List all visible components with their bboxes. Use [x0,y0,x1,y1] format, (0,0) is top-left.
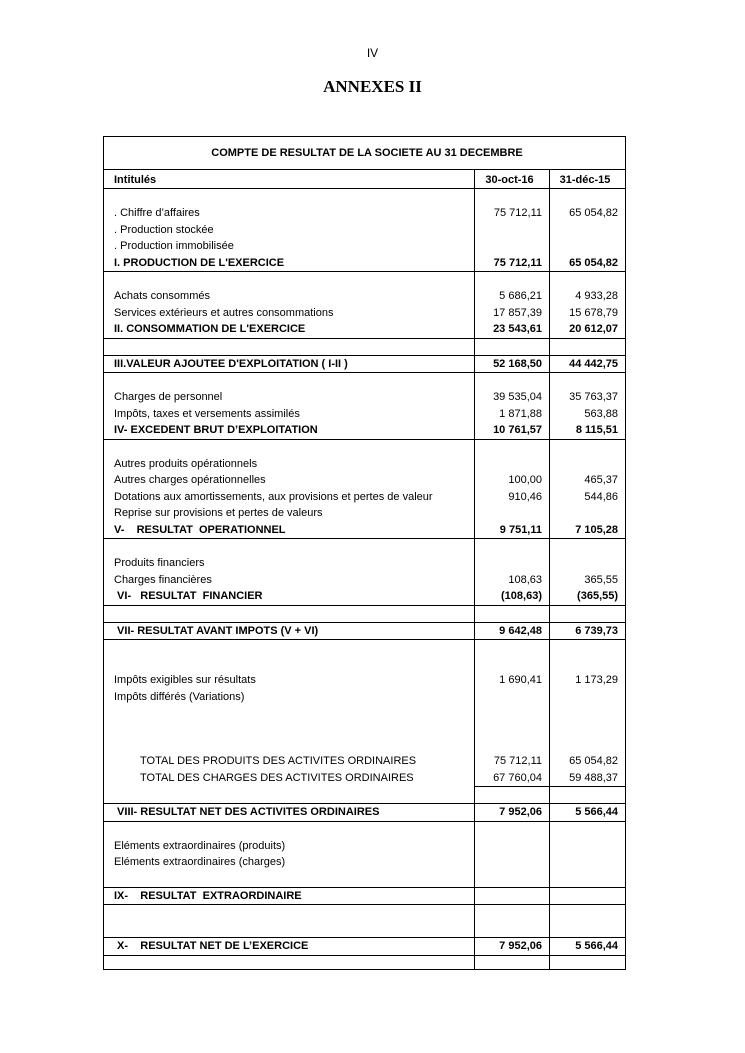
spacer-row [104,721,626,737]
row-value-2016 [475,272,550,289]
row-value-2015 [550,905,626,922]
row-label: . Chiffre d’affaires [104,205,475,222]
row-label [104,640,475,657]
row-label [104,439,475,456]
row-label: Produits financiers [104,555,475,572]
row-value-2015 [550,689,626,706]
total-row [104,887,626,905]
table-row [104,222,626,239]
row-label: VI- RESULTAT FINANCIER [104,588,475,605]
table-row [104,238,626,255]
row-label [104,189,475,206]
row-value-2016 [475,705,550,721]
row-value-2016: 67 760,04 [475,770,550,787]
row-label: Achats consommés [104,288,475,305]
row-value-2015 [550,737,626,753]
row-value-2016: 108,63 [475,572,550,589]
row-value-2015: 65 054,82 [550,753,626,770]
table-row [104,472,626,489]
row-value-2016: 5 686,21 [475,288,550,305]
row-value-2015 [550,238,626,255]
row-label: Eléments extraordinaires (produits) [104,838,475,855]
row-value-2016: (108,63) [475,588,550,605]
row-value-2015: 35 763,37 [550,389,626,406]
row-value-2016: 10 761,57 [475,422,550,439]
row-label: TOTAL DES CHARGES DES ACTIVITES ORDINAIRES [104,770,475,787]
row-value-2015: (365,55) [550,588,626,605]
row-label: II. CONSOMMATION DE L'EXERCICE [104,321,475,338]
row-value-2016 [475,222,550,239]
row-value-2016: 75 712,11 [475,255,550,272]
total-row [104,622,626,640]
row-value-2015: 65 054,82 [550,205,626,222]
total-row [104,255,626,272]
row-label: VIII- RESULTAT NET DES ACTIVITES ORDINAIRES [104,804,475,822]
row-value-2016: 39 535,04 [475,389,550,406]
column-header-label: Intitulés [104,170,475,189]
row-label: Dotations aux amortissements, aux provisions et pertes de valeur [104,489,475,506]
row-value-2015 [550,272,626,289]
row-value-2015 [550,189,626,206]
spacer-row [104,821,626,838]
table-row [104,672,626,689]
total-row [104,355,626,373]
row-value-2015: 5 566,44 [550,804,626,822]
row-value-2015 [550,222,626,239]
row-label [104,821,475,838]
table-row [104,489,626,506]
row-value-2015 [550,821,626,838]
row-value-2016 [475,338,550,355]
row-value-2016: 75 712,11 [475,753,550,770]
row-value-2016: 75 712,11 [475,205,550,222]
row-value-2015 [550,787,626,804]
row-label [104,871,475,888]
row-value-2015: 15 678,79 [550,305,626,322]
table-row [104,505,626,522]
row-label [104,705,475,721]
spacer-row [104,656,626,672]
row-label: III.VALEUR AJOUTEE D'EXPLOITATION ( I-II ) [104,355,475,373]
row-value-2016 [475,871,550,888]
total-row [104,921,626,938]
row-label: . Production stockée [104,222,475,239]
row-label: X- RESULTAT NET DE L’EXERCICE [104,938,475,956]
row-label: Autres produits opérationnels [104,456,475,473]
row-label [104,721,475,737]
row-value-2015: 465,37 [550,472,626,489]
row-value-2015: 20 612,07 [550,321,626,338]
spacer-row [104,272,626,289]
row-label: Impôts, taxes et versements assimilés [104,406,475,423]
row-value-2016 [475,821,550,838]
row-label [104,921,475,938]
income-statement-table [103,136,626,970]
row-value-2015 [550,887,626,905]
row-value-2016: 17 857,39 [475,305,550,322]
row-label: TOTAL DES PRODUITS DES ACTIVITES ORDINAIRES [104,753,475,770]
row-value-2015 [550,838,626,855]
spacer-row [104,439,626,456]
total-row [104,522,626,539]
total-row [104,871,626,888]
spacer-row [104,737,626,753]
row-label: VII- RESULTAT AVANT IMPOTS (V + VI) [104,622,475,640]
row-value-2016 [475,555,550,572]
table-row [104,572,626,589]
row-value-2015 [550,338,626,355]
spacer-row [104,705,626,721]
row-value-2015: 5 566,44 [550,938,626,956]
total-row [104,804,626,822]
row-value-2015: 544,86 [550,489,626,506]
spacer-row [104,955,626,969]
row-value-2015: 59 488,37 [550,770,626,787]
row-value-2016: 100,00 [475,472,550,489]
row-value-2015: 8 115,51 [550,422,626,439]
total-row [104,787,626,804]
table-row [104,288,626,305]
column-header-2015: 31-déc-15 [550,170,626,189]
row-label: Services extérieurs et autres consommations [104,305,475,322]
row-value-2015 [550,656,626,672]
row-value-2016 [475,456,550,473]
row-value-2016 [475,539,550,556]
row-label [104,272,475,289]
row-value-2016 [475,955,550,969]
table-row [104,305,626,322]
total-row [104,605,626,622]
row-label [104,605,475,622]
row-label [104,737,475,753]
row-value-2015: 7 105,28 [550,522,626,539]
row-value-2016 [475,640,550,657]
table-row [104,205,626,222]
total-row [104,321,626,338]
row-value-2016 [475,189,550,206]
row-label: V- RESULTAT OPERATIONNEL [104,522,475,539]
row-value-2016 [475,905,550,922]
row-value-2016: 910,46 [475,489,550,506]
table-row [104,555,626,572]
row-value-2016: 52 168,50 [475,355,550,373]
spacer-row [104,539,626,556]
table-row [104,389,626,406]
total-row [104,338,626,355]
row-value-2016 [475,505,550,522]
column-header-row [104,170,626,189]
row-value-2016: 7 952,06 [475,938,550,956]
total-row [104,422,626,439]
row-value-2016 [475,689,550,706]
table-row [104,854,626,871]
table-row [104,838,626,855]
row-value-2015 [550,539,626,556]
row-value-2015 [550,605,626,622]
row-value-2015 [550,373,626,390]
row-label: I. PRODUCTION DE L'EXERCICE [104,255,475,272]
row-label: Autres charges opérationnelles [104,472,475,489]
page-title: ANNEXES II [323,77,422,96]
row-value-2016 [475,238,550,255]
row-value-2016: 1 690,41 [475,672,550,689]
column-header-2016: 30-oct-16 [475,170,550,189]
total-row [104,938,626,956]
row-value-2016 [475,854,550,871]
row-label: Impôts différés (Variations) [104,689,475,706]
row-value-2016 [475,737,550,753]
row-value-2015 [550,854,626,871]
row-value-2016 [475,656,550,672]
row-value-2016: 23 543,61 [475,321,550,338]
row-value-2015 [550,871,626,888]
row-label: Charges de personnel [104,389,475,406]
row-label [104,955,475,969]
row-value-2016 [475,721,550,737]
row-value-2016: 1 871,88 [475,406,550,423]
table-heading: COMPTE DE RESULTAT DE LA SOCIETE AU 31 DECEMBRE [104,137,626,170]
row-value-2015 [550,921,626,938]
row-value-2015 [550,505,626,522]
row-value-2015: 4 933,28 [550,288,626,305]
row-label: IV- EXCEDENT BRUT D’EXPLOITATION [104,422,475,439]
row-value-2016 [475,605,550,622]
table-row [104,406,626,423]
table-heading-row [104,137,626,170]
total-row [104,588,626,605]
row-value-2015 [550,721,626,737]
row-value-2015: 65 054,82 [550,255,626,272]
table-row [104,770,626,787]
spacer-row [104,373,626,390]
row-label: IX- RESULTAT EXTRAORDINAIRE [104,887,475,905]
row-value-2016 [475,838,550,855]
table-row [104,689,626,706]
table-row [104,753,626,770]
row-label: Charges financières [104,572,475,589]
row-value-2015 [550,640,626,657]
row-value-2015 [550,439,626,456]
row-value-2015: 563,88 [550,406,626,423]
row-label [104,373,475,390]
row-label [104,539,475,556]
page-number: IV [366,46,379,60]
row-label [104,905,475,922]
row-value-2016 [475,887,550,905]
row-value-2015 [550,705,626,721]
row-label [104,338,475,355]
row-label: Eléments extraordinaires (charges) [104,854,475,871]
row-value-2016 [475,787,550,804]
row-value-2015: 365,55 [550,572,626,589]
row-value-2016 [475,921,550,938]
row-value-2015 [550,955,626,969]
spacer-row [104,640,626,657]
row-label: . Production immobilisée [104,238,475,255]
row-value-2016 [475,439,550,456]
table-row [104,456,626,473]
row-value-2016 [475,373,550,390]
spacer-row [104,189,626,206]
row-label: Impôts exigibles sur résultats [104,672,475,689]
row-label [104,656,475,672]
row-label [104,787,475,804]
row-value-2015: 6 739,73 [550,622,626,640]
spacer-row [104,905,626,922]
row-value-2015 [550,555,626,572]
row-label: Reprise sur provisions et pertes de valeurs [104,505,475,522]
row-value-2015: 1 173,29 [550,672,626,689]
row-value-2016: 7 952,06 [475,804,550,822]
row-value-2016: 9 751,11 [475,522,550,539]
row-value-2016: 9 642,48 [475,622,550,640]
row-value-2015 [550,456,626,473]
row-value-2015: 44 442,75 [550,355,626,373]
